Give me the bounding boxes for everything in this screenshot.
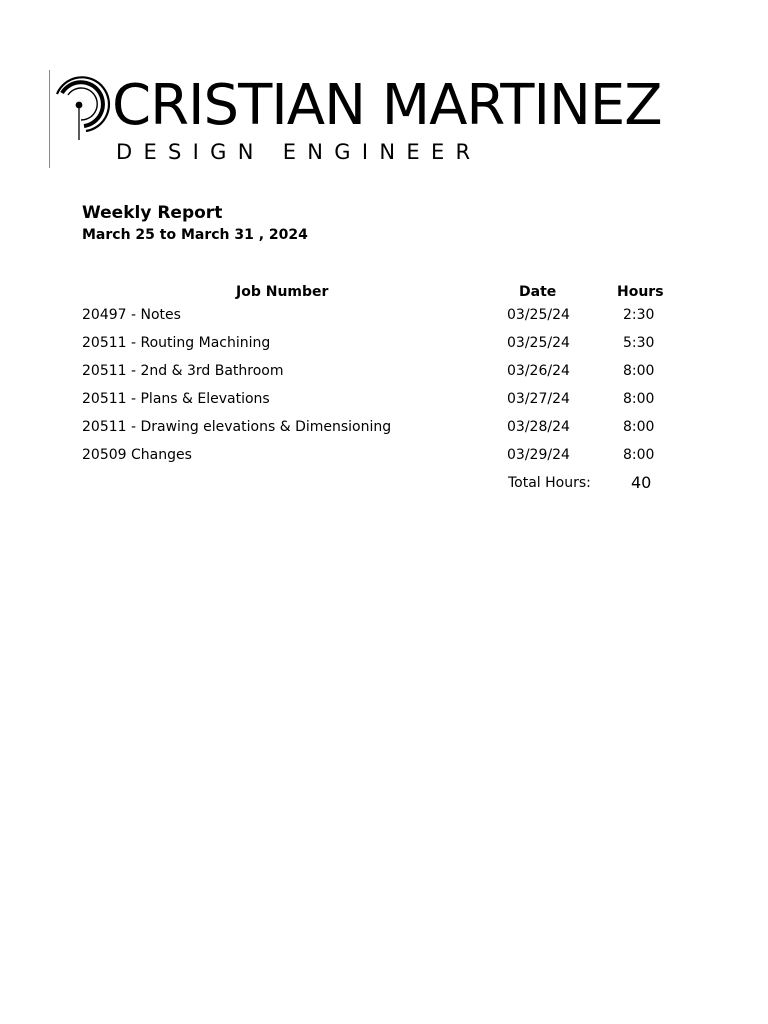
job-cell: 20511 - Plans & Elevations [82,391,270,407]
hours-cell: 8:00 [623,363,655,379]
company-logo [48,68,708,170]
date-cell: 03/28/24 [507,419,570,435]
job-cell: 20511 - Routing Machining [82,335,271,351]
hours-cell: 8:00 [623,419,655,435]
column-header-date: Date [519,284,557,300]
company-name: CRISTIAN MARTINEZ [112,73,662,138]
date-cell: 03/26/24 [507,363,570,379]
hours-cell: 8:00 [623,447,655,463]
date-cell: 03/25/24 [507,307,570,323]
job-cell: 20509 Changes [82,447,192,463]
report-period: March 25 to March 31 , 2024 [82,227,308,243]
report-title: Weekly Report [82,203,223,223]
total-hours-value: 40 [631,473,652,492]
date-cell: 03/25/24 [507,335,570,351]
table-row [82,444,702,466]
column-header-job: Job Number [236,284,329,300]
table-row [82,360,702,382]
hours-cell: 8:00 [623,391,655,407]
hours-cell: 2:30 [623,307,655,323]
date-cell: 03/27/24 [507,391,570,407]
company-tagline: DESIGN ENGINEER [116,140,482,164]
total-hours-label: Total Hours: [508,475,591,491]
hours-cell: 5:30 [623,335,655,351]
job-cell: 20511 - 2nd & 3rd Bathroom [82,363,284,379]
table-row [82,304,702,326]
date-cell: 03/29/24 [507,447,570,463]
column-header-hours: Hours [617,284,664,300]
compass-circle-logo-icon [48,68,112,170]
job-cell: 20497 - Notes [82,307,181,323]
job-cell: 20511 - Drawing elevations & Dimensioning [82,419,392,435]
table-row [82,388,702,410]
table-row [82,416,702,438]
table-row [82,332,702,354]
